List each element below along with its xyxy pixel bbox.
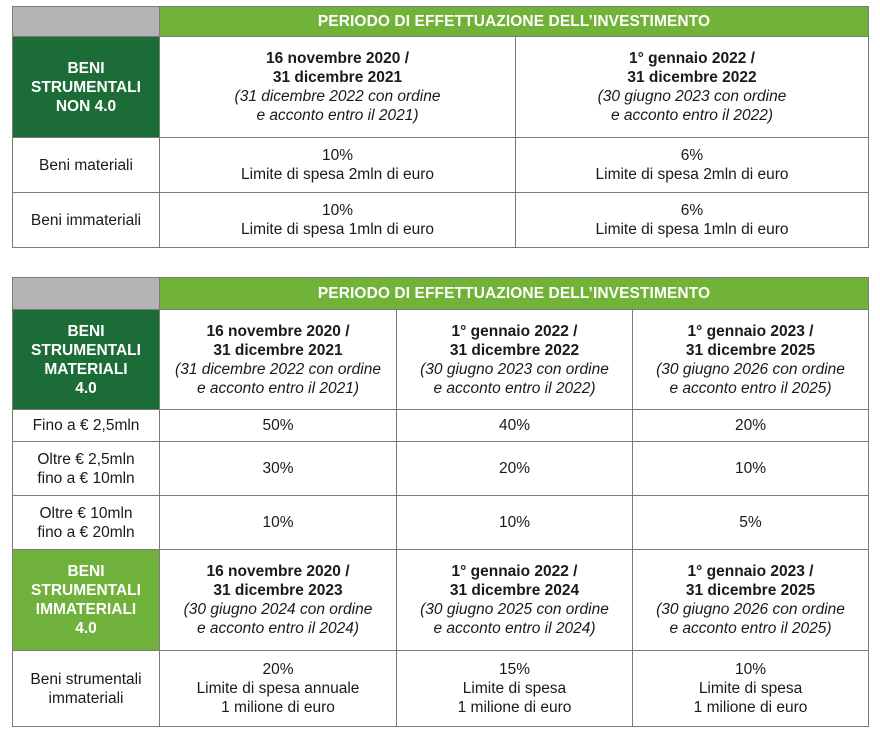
table-cell: 50% — [160, 410, 397, 442]
table-beni-4-0 — [12, 277, 869, 727]
column-header-period-2: 1° gennaio 2022 / 31 dicembre 2022 (30 giugno 2023 con ordine e acconto entro il 2022) — [397, 310, 633, 410]
column-header-period-2: 1° gennaio 2022 / 31 dicembre 2024 (30 giugno 2025 con ordine e acconto entro il 2024) — [397, 550, 633, 651]
table-cell: 6% Limite di spesa 1mln di euro — [516, 193, 869, 248]
table-row — [13, 193, 869, 248]
table-cell: 10% Limite di spesa 1 milione di euro — [633, 651, 869, 727]
row-label: Beni immateriali — [13, 193, 160, 248]
table-cell: 6% Limite di spesa 2mln di euro — [516, 138, 869, 193]
column-header-period-1: 16 novembre 2020 / 31 dicembre 2023 (30 giugno 2024 con ordine e acconto entro il 2024) — [160, 550, 397, 651]
table-cell: 20% — [633, 410, 869, 442]
table-cell: 30% — [160, 442, 397, 496]
column-header-period-1: 16 novembre 2020 / 31 dicembre 2021 (31 dicembre 2022 con ordine e acconto entro il 2021) — [160, 37, 516, 138]
table-beni-non-4-0 — [12, 6, 869, 248]
category-beni-non-4-0: BENI STRUMENTALI NON 4.0 — [13, 37, 160, 138]
row-label: Oltre € 2,5mln fino a € 10mln — [13, 442, 160, 496]
row-label: Fino a € 2,5mln — [13, 410, 160, 442]
category-beni-materiali-4-0: BENI STRUMENTALI MATERIALI 4.0 — [13, 310, 160, 410]
period-header: PERIODO DI EFFETTUAZIONE DELL’INVESTIMENTO — [160, 7, 869, 37]
column-header-period-3: 1° gennaio 2023 / 31 dicembre 2025 (30 giugno 2026 con ordine e acconto entro il 2025) — [633, 310, 869, 410]
table-cell: 5% — [633, 496, 869, 550]
category-beni-immateriali-4-0: BENI STRUMENTALI IMMATERIALI 4.0 — [13, 550, 160, 651]
table-row — [13, 651, 869, 727]
row-label: Oltre € 10mln fino a € 20mln — [13, 496, 160, 550]
header-corner — [13, 7, 160, 37]
column-header-period-2: 1° gennaio 2022 / 31 dicembre 2022 (30 giugno 2023 con ordine e acconto entro il 2022) — [516, 37, 869, 138]
table-cell: 15% Limite di spesa 1 milione di euro — [397, 651, 633, 727]
period-header: PERIODO DI EFFETTUAZIONE DELL’INVESTIMENTO — [160, 278, 869, 310]
table-cell: 10% Limite di spesa 2mln di euro — [160, 138, 516, 193]
column-header-period-3: 1° gennaio 2023 / 31 dicembre 2025 (30 giugno 2026 con ordine e acconto entro il 2025) — [633, 550, 869, 651]
row-label: Beni strumentali immateriali — [13, 651, 160, 727]
table-row — [13, 138, 869, 193]
row-label: Beni materiali — [13, 138, 160, 193]
table-cell: 10% — [397, 496, 633, 550]
header-corner — [13, 278, 160, 310]
table-cell: 20% Limite di spesa annuale 1 milione di euro — [160, 651, 397, 727]
column-header-period-1: 16 novembre 2020 / 31 dicembre 2021 (31 dicembre 2022 con ordine e acconto entro il 2021) — [160, 310, 397, 410]
table-row — [13, 410, 869, 442]
table-cell: 10% Limite di spesa 1mln di euro — [160, 193, 516, 248]
table-cell: 10% — [160, 496, 397, 550]
table-row — [13, 442, 869, 496]
table-cell: 40% — [397, 410, 633, 442]
table-row — [13, 496, 869, 550]
table-cell: 20% — [397, 442, 633, 496]
table-cell: 10% — [633, 442, 869, 496]
